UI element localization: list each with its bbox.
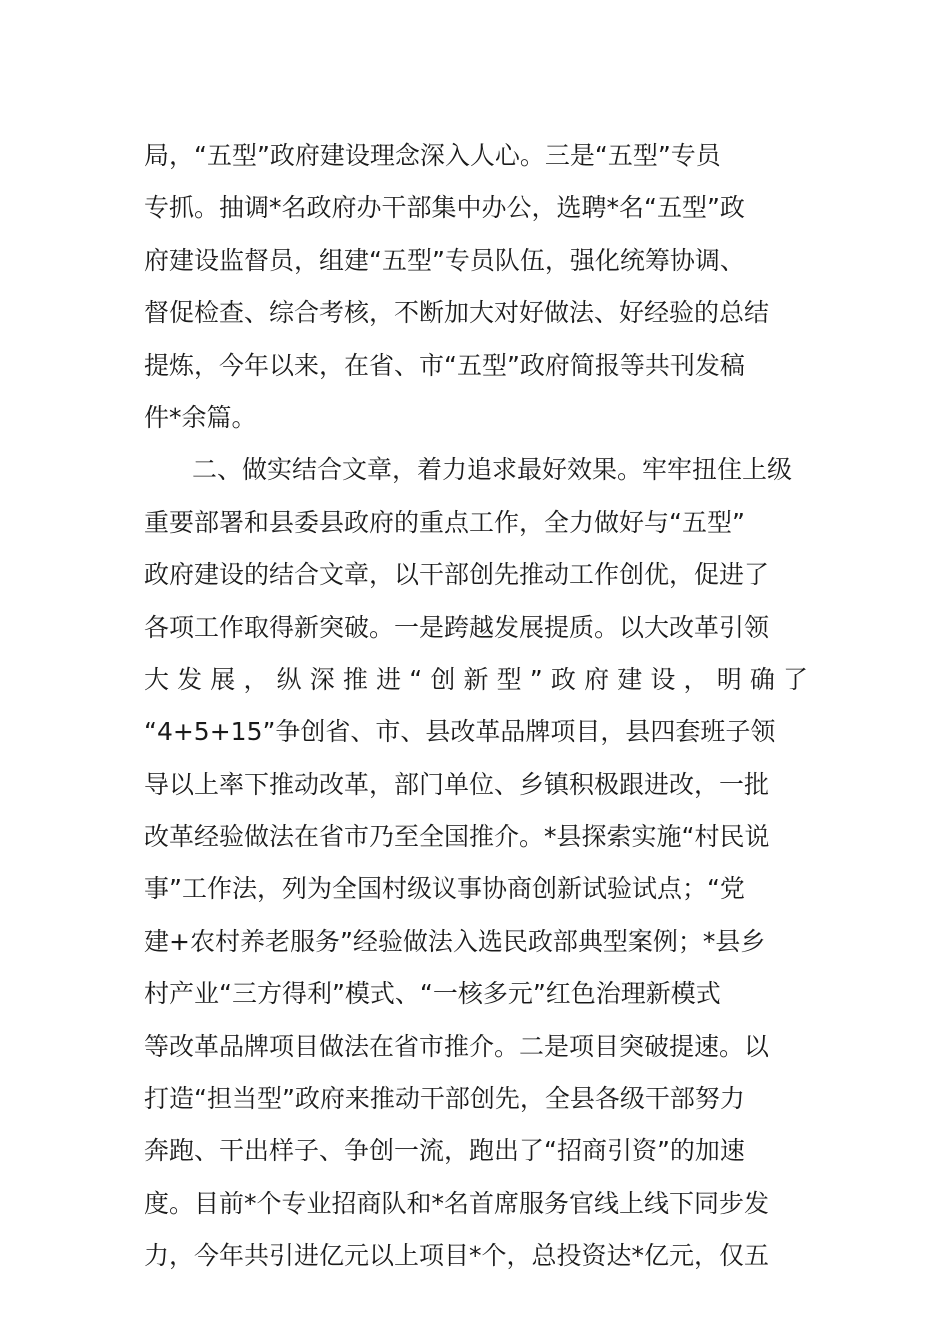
text-line: 改革经验做法在省市乃至全国推介。*县探索实施“村民说 xyxy=(144,822,770,852)
text-line: 专抓。抽调*名政府办干部集中办公，选聘*名“五型”政 xyxy=(144,193,745,223)
text-line: 力，今年共引进亿元以上项目*个，总投资达*亿元，仅五 xyxy=(144,1241,770,1271)
text-line: 提炼，今年以来，在省、市“五型”政府简报等共刊发稿 xyxy=(144,350,745,380)
text-line: 奔跑、干出样子、争创一流，跑出了“招商引资”的加速 xyxy=(144,1136,745,1166)
text-line: 导以上率下推动改革，部门单位、乡镇积极跟进改，一批 xyxy=(144,769,770,799)
text-line: 事”工作法，列为全国村级议事协商创新试验试点；“党 xyxy=(144,874,745,904)
text-line: “4+5+15”争创省、市、县改革品牌项目，县四套班子领 xyxy=(144,717,776,747)
text-line: 度。目前*个专业招商队和*名首席服务官线上线下同步发 xyxy=(144,1188,770,1218)
text-line: 督促检查、综合考核，不断加大对好做法、好经验的总结 xyxy=(144,298,770,328)
text-line: 重要部署和县委县政府的重点工作，全力做好与“五型” xyxy=(144,507,745,537)
text-line: 各项工作取得新突破。一是跨越发展提质。以大改革引领 xyxy=(144,612,770,642)
text-line: 等改革品牌项目做法在省市推介。二是项目突破提速。以 xyxy=(144,1031,770,1061)
text-line: 村产业“三方得利”模式、“一核多元”红色治理新模式 xyxy=(144,979,721,1009)
text-line: 政府建设的结合文章，以干部创先推动工作创优，促进了 xyxy=(144,560,770,590)
text-line: 局，“五型”政府建设理念深入人心。三是“五型”专员 xyxy=(144,141,721,170)
text-line-justified: 大发展，纵深推进“创新型”政府建设，明确了 xyxy=(144,664,808,694)
text-line: 建+农村养老服务”经验做法入选民政部典型案例；*县乡 xyxy=(144,926,766,956)
text-line: 打造“担当型”政府来推动干部创先，全县各级干部努力 xyxy=(144,1084,745,1114)
document-body xyxy=(144,130,808,1283)
paragraph-first-line: 二、做实结合文章，着力追求最好效果。牢牢扭住上级 xyxy=(192,455,793,485)
text-line: 府建设监督员，组建“五型”专员队伍，强化统筹协调、 xyxy=(144,245,745,275)
text-line: 件*余篇。 xyxy=(144,402,257,432)
